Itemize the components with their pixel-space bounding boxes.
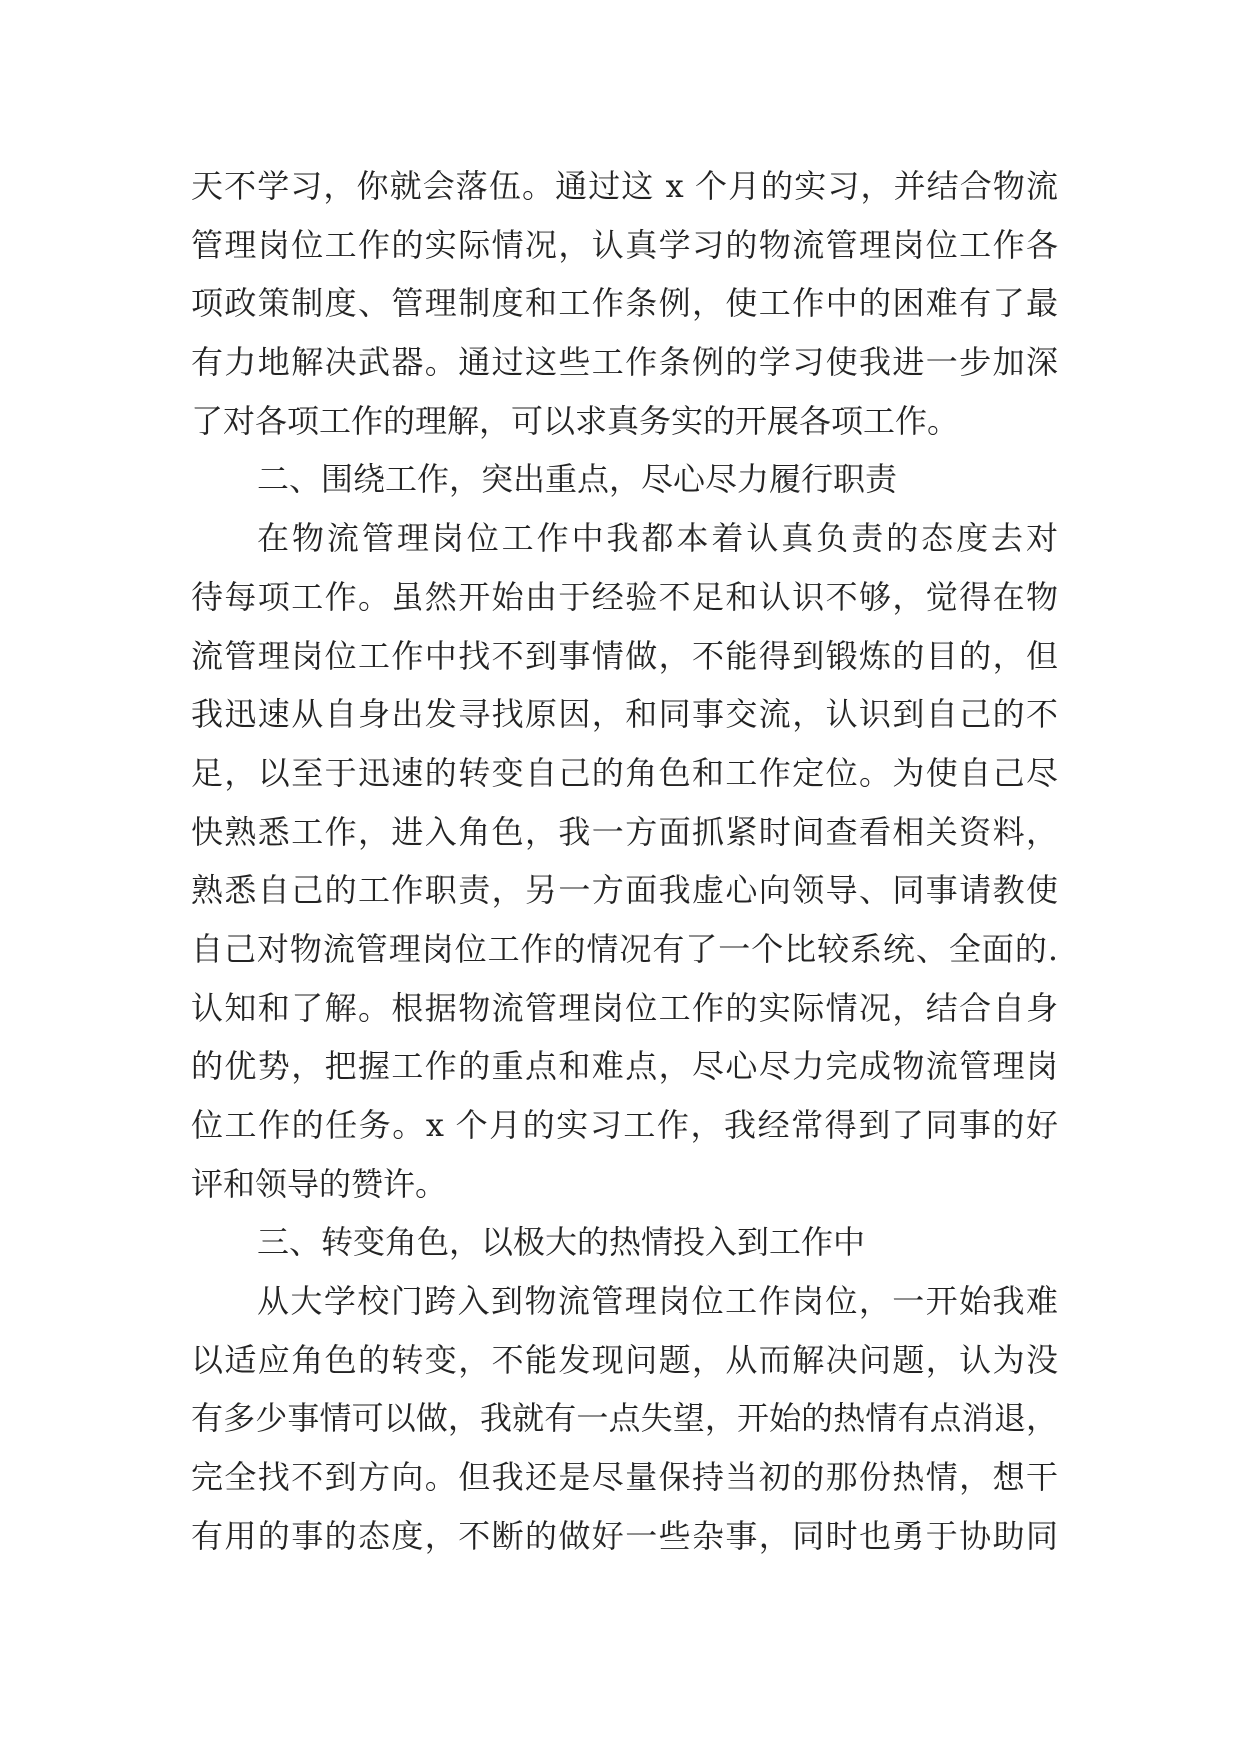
paragraph-line: 天不学习，你就会落伍。通过这 x 个月的实习，并结合物流 [191,167,1058,205]
paragraph-line: 项政策制度、管理制度和工作条例，使工作中的困难有了最 [191,284,1058,323]
paragraph-line: 认知和了解。根据物流管理岗位工作的实际情况，结合自身 [191,988,1058,1027]
paragraph-line: 熟悉自己的工作职责，另一方面我虚心向领导、同事请教使 [191,871,1058,910]
paragraph-line: 我迅速从自身出发寻找原因，和同事交流，认识到自己的不 [191,695,1058,734]
paragraph-line: 了对各项工作的理解，可以求真务实的开展各项工作。 [191,401,960,440]
document-body [191,157,1058,1566]
section-heading: 二、围绕工作，突出重点，尽心尽力履行职责 [257,460,898,499]
paragraph-line: 有用的事的态度，不断的做好一些杂事，同时也勇于协助同 [191,1516,1058,1555]
paragraph-line: 评和领导的赞许。 [191,1164,448,1203]
section-heading: 三、转变角色，以极大的热情投入到工作中 [257,1223,866,1262]
paragraph-line: 的优势，把握工作的重点和难点，尽心尽力完成物流管理岗 [191,1047,1058,1086]
paragraph-line: 以适应角色的转变，不能发现问题，从而解决问题，认为没 [191,1340,1058,1379]
paragraph-line: 自己对物流管理岗位工作的情况有了一个比较系统、全面的. [191,929,1058,968]
paragraph-line: 管理岗位工作的实际情况，认真学习的物流管理岗位工作各 [191,225,1058,264]
paragraph-line: 完全找不到方向。但我还是尽量保持当初的那份热情，想干 [191,1458,1058,1497]
paragraph-line: 快熟悉工作，进入角色，我一方面抓紧时间查看相关资料， [191,812,1058,851]
paragraph-line: 待每项工作。虽然开始由于经验不足和认识不够，觉得在物 [191,577,1058,616]
paragraph-line: 流管理岗位工作中找不到事情做，不能得到锻炼的目的，但 [191,636,1058,675]
paragraph-line: 足，以至于迅速的转变自己的角色和工作定位。为使自己尽 [191,753,1058,792]
paragraph-line: 位工作的任务。x 个月的实习工作，我经常得到了同事的好 [191,1106,1058,1144]
paragraph-line: 有力地解决武器。通过这些工作条例的学习使我进一步加深 [191,343,1058,382]
paragraph-line: 从大学校门跨入到物流管理岗位工作岗位，一开始我难 [257,1282,1058,1321]
paragraph-line: 在物流管理岗位工作中我都本着认真负责的态度去对 [257,519,1058,558]
paragraph-line: 有多少事情可以做，我就有一点失望，开始的热情有点消退， [191,1399,1058,1438]
